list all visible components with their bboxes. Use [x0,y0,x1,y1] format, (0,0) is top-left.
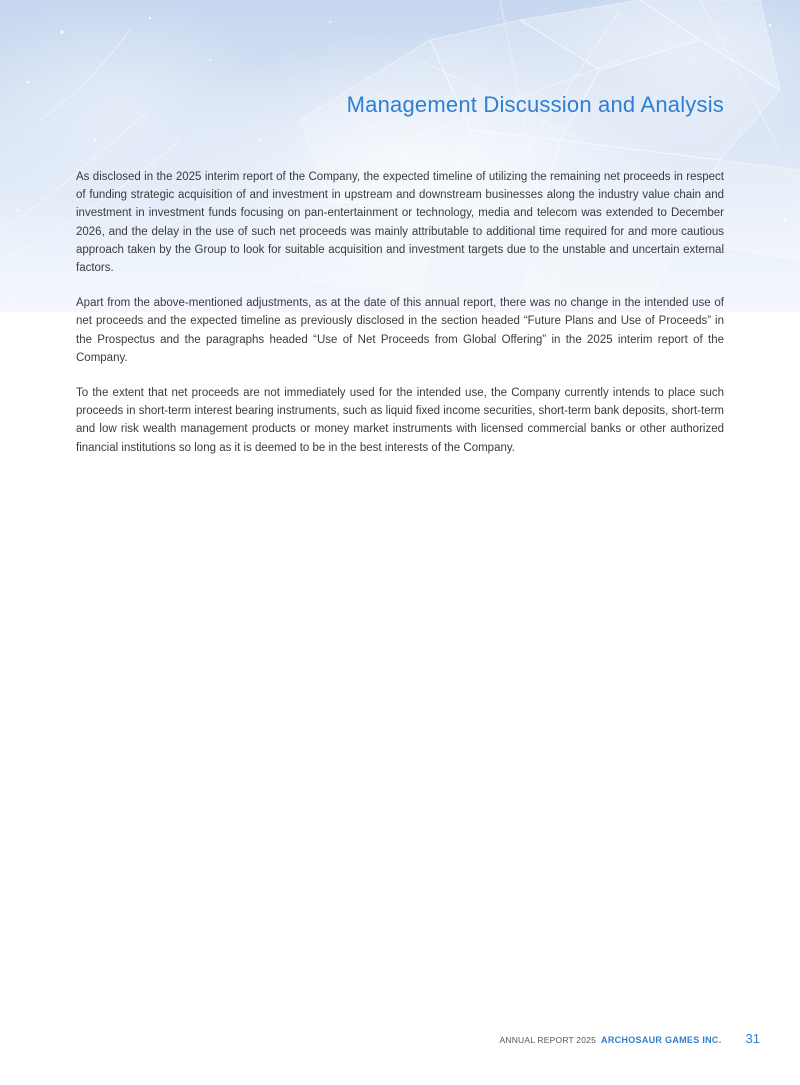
footer-company-name: ARCHOSAUR GAMES INC. [601,1035,722,1045]
paragraph-no-change: Apart from the above-mentioned adjustments, as at the date of this annual report, there was no change in the intended use of net proceeds and the expected timeline as previously disclosed in the section headed “Future Plans and Use of Proceeds” in the Prospectus and the paragraphs headed “Use of Net Proceeds from Global Offering” in the 2025 interim report of the Company. [76,297,724,364]
paragraph-proceeds-placement: To the extent that net proceeds are not immediately used for the intended use, the Company currently intends to place such proceeds in short-term interest bearing instruments, such as liquid fixed income securities, short-term bank deposits, short-term and low risk wealth management products or money market instruments with licensed commercial banks or other authorized financial institutions so long as it is deemed to be in the best interests of the Company. [76,387,724,454]
footer-report-label: ANNUAL REPORT 2025 [499,1035,597,1045]
page-footer [500,1031,761,1046]
body-text [76,168,724,474]
page-title: Management Discussion and Analysis [346,92,724,117]
page-number: 31 [745,1031,760,1046]
paragraph-timeline-extension: As disclosed in the 2025 interim report of the Company, the expected timeline of utilizing the remaining net proceeds in respect of funding strategic acquisition of and investment in upstream and downstream businesses along the industry value chain and investment in investment funds focusing on pan-entertainment or technology, media and telecom was extended to December 2026, and the delay in the use of such net proceeds was mainly attributable to additional time required for and more cautious approach taken by the Group to look for suitable acquisition and investment targets due to the unstable and uncertain external factors. [76,171,724,275]
